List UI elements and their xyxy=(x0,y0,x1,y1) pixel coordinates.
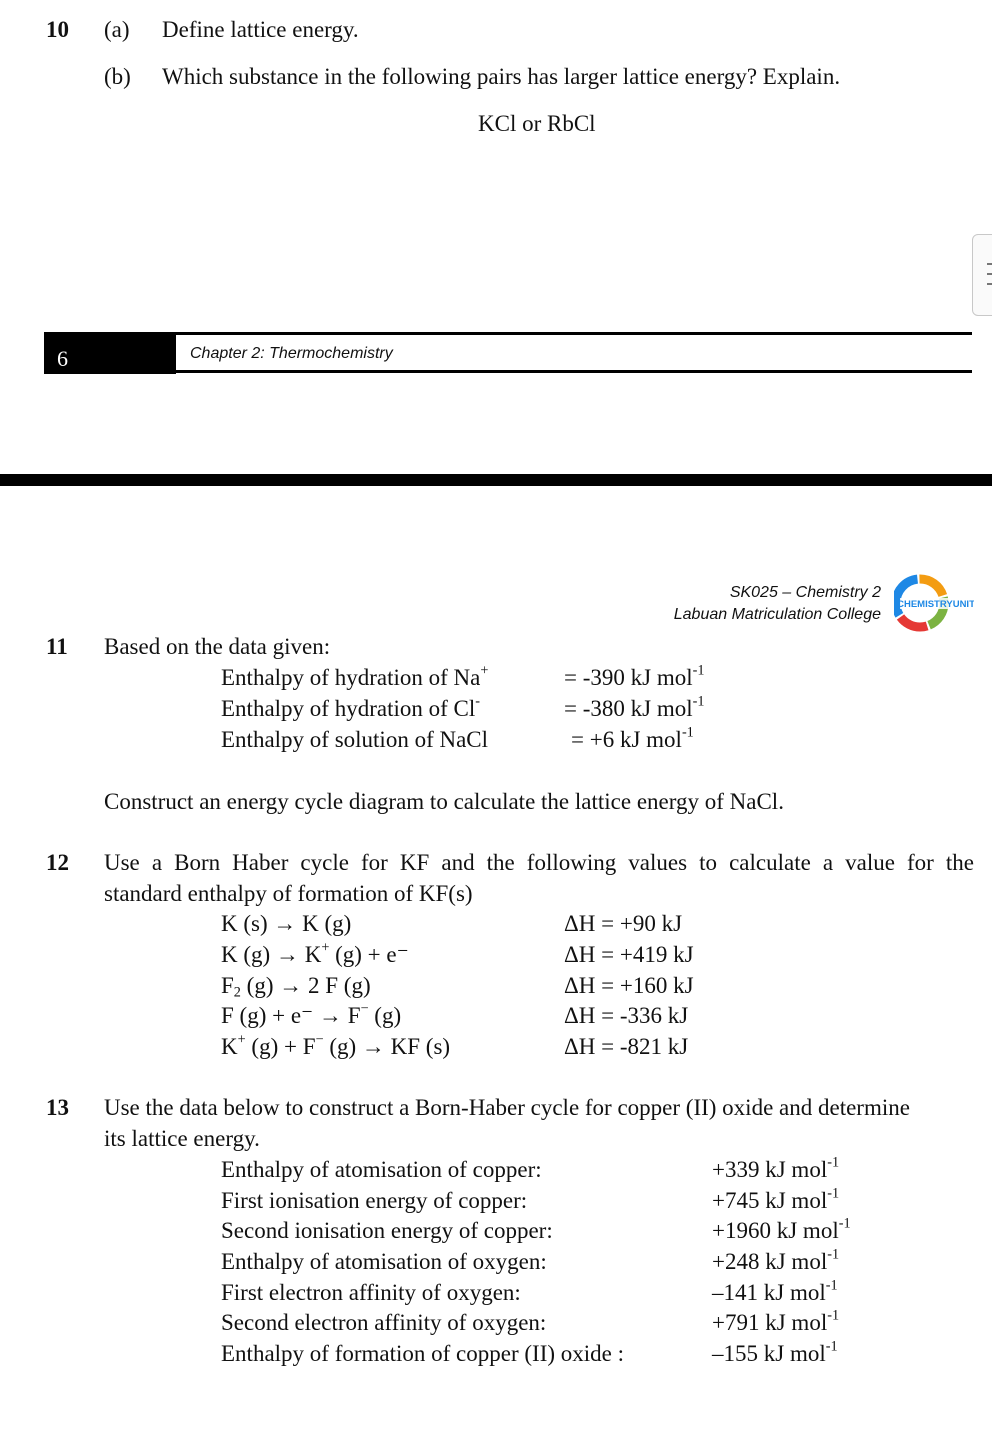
q12-reaction: K+ (g) + F− (g) → KF (s) xyxy=(221,1031,451,1059)
page-number: 6 xyxy=(57,346,68,371)
course-title: SK025 – Chemistry 2 xyxy=(729,584,881,601)
chemistry-unit-logo xyxy=(894,574,974,632)
banner-divider xyxy=(176,332,972,335)
q12-enthalpy: ΔH = -821 kJ xyxy=(564,1034,689,1059)
q11-row-label: Enthalpy of hydration of Cl- xyxy=(221,693,480,721)
q13-text-line2: its lattice energy. xyxy=(104,1126,260,1151)
chapter-title: Chapter 2: Thermochemistry xyxy=(190,345,393,362)
tab-grip-icon xyxy=(987,263,992,265)
q11-number: 11 xyxy=(46,634,68,659)
q12-text-line1: Use a Born Haber cycle for KF and the following values to calculate a value for the xyxy=(104,850,974,875)
q13-row-value: +745 kJ mol$^{-1}$ xyxy=(712,1185,840,1213)
q13-row-value: +339 kJ mol$^{-1}$ xyxy=(712,1154,840,1182)
page-break-rule xyxy=(0,474,992,486)
q13-row-label: Enthalpy of formation of copper (II) oxide : xyxy=(221,1341,625,1366)
q10-a-text: Define lattice energy. xyxy=(162,17,359,42)
q13-row-label: Enthalpy of atomisation of oxygen: xyxy=(221,1249,547,1274)
q12-enthalpy: ΔH = +90 kJ xyxy=(564,911,683,936)
logo-text: CHEMISTRYUNIT xyxy=(897,599,974,610)
q13-row-value: –155 kJ mol$^{-1}$ xyxy=(712,1338,838,1366)
q13-row-value: +248 kJ mol$^{-1}$ xyxy=(712,1246,840,1274)
q13-text-line1: Use the data below to construct a Born-Haber cycle for copper (II) oxide and determine xyxy=(104,1095,910,1120)
banner-divider xyxy=(176,370,972,373)
q11-intro: Based on the data given: xyxy=(104,634,331,659)
side-panel-tab[interactable] xyxy=(972,234,992,316)
q13-row-label: Second ionisation energy of copper: xyxy=(221,1218,553,1243)
q12-enthalpy: ΔH = +419 kJ xyxy=(564,942,694,967)
q13-row-value: +791 kJ mol$^{-1}$ xyxy=(712,1307,840,1335)
q12-reaction: K (s) → K (g) xyxy=(221,911,352,936)
q10-a-label: (a) xyxy=(104,17,130,42)
q12-enthalpy: ΔH = +160 kJ xyxy=(564,973,694,998)
tab-grip-line xyxy=(987,283,992,285)
arrow-icon: → xyxy=(275,942,299,967)
q13-number: 13 xyxy=(46,1095,69,1120)
q10-b-text: Which substance in the following pairs has larger lattice energy? Explain. xyxy=(162,64,841,89)
tab-grip-line xyxy=(987,273,992,275)
q12-reaction: F (g) + e⁻ → F− (g) xyxy=(221,1000,402,1028)
q12-text-line2: standard enthalpy of formation of KF(s) xyxy=(104,881,473,906)
q13-row-label: First electron affinity of oxygen: xyxy=(221,1280,521,1305)
q11-row-label: Enthalpy of hydration of Na+ xyxy=(221,662,489,690)
arrow-icon: → xyxy=(318,1003,342,1028)
q10-pair: KCl or RbCl xyxy=(478,111,596,136)
q10-number: 10 xyxy=(46,17,69,42)
q11-row-value: = +6 kJ mol$^{-1}$ xyxy=(571,724,694,752)
college-name: Labuan Matriculation College xyxy=(673,606,881,623)
q13-row-label: Enthalpy of atomisation of copper: xyxy=(221,1157,542,1182)
arrow-icon: → xyxy=(273,911,297,936)
q11-instruction: Construct an energy cycle diagram to calculate the lattice energy of NaCl. xyxy=(104,789,784,814)
q12-enthalpy: ΔH = -336 kJ xyxy=(564,1003,689,1028)
q12-reaction: K (g) → K+ (g) + e⁻ xyxy=(221,939,409,967)
arrow-icon: → xyxy=(361,1034,385,1059)
q13-row-label: First ionisation energy of copper: xyxy=(221,1188,528,1213)
q11-row-value: = -380 kJ mol$^{-1}$ xyxy=(564,693,705,721)
q12-number: 12 xyxy=(46,850,69,875)
arrow-icon: → xyxy=(279,973,303,998)
q11-row-value: = -390 kJ mol$^{-1}$ xyxy=(564,662,705,690)
q12-reaction: $F_2$ (g) → 2 F (g) xyxy=(221,973,371,1001)
q13-row-value: –141 kJ mol$^{-1}$ xyxy=(712,1277,838,1305)
q11-row-label: Enthalpy of solution of NaCl xyxy=(221,727,489,752)
q13-row-value: +1960 kJ mol$^{-1}$ xyxy=(712,1215,851,1243)
q13-row-label: Second electron affinity of oxygen: xyxy=(221,1310,547,1335)
q10-b-label: (b) xyxy=(104,64,131,89)
